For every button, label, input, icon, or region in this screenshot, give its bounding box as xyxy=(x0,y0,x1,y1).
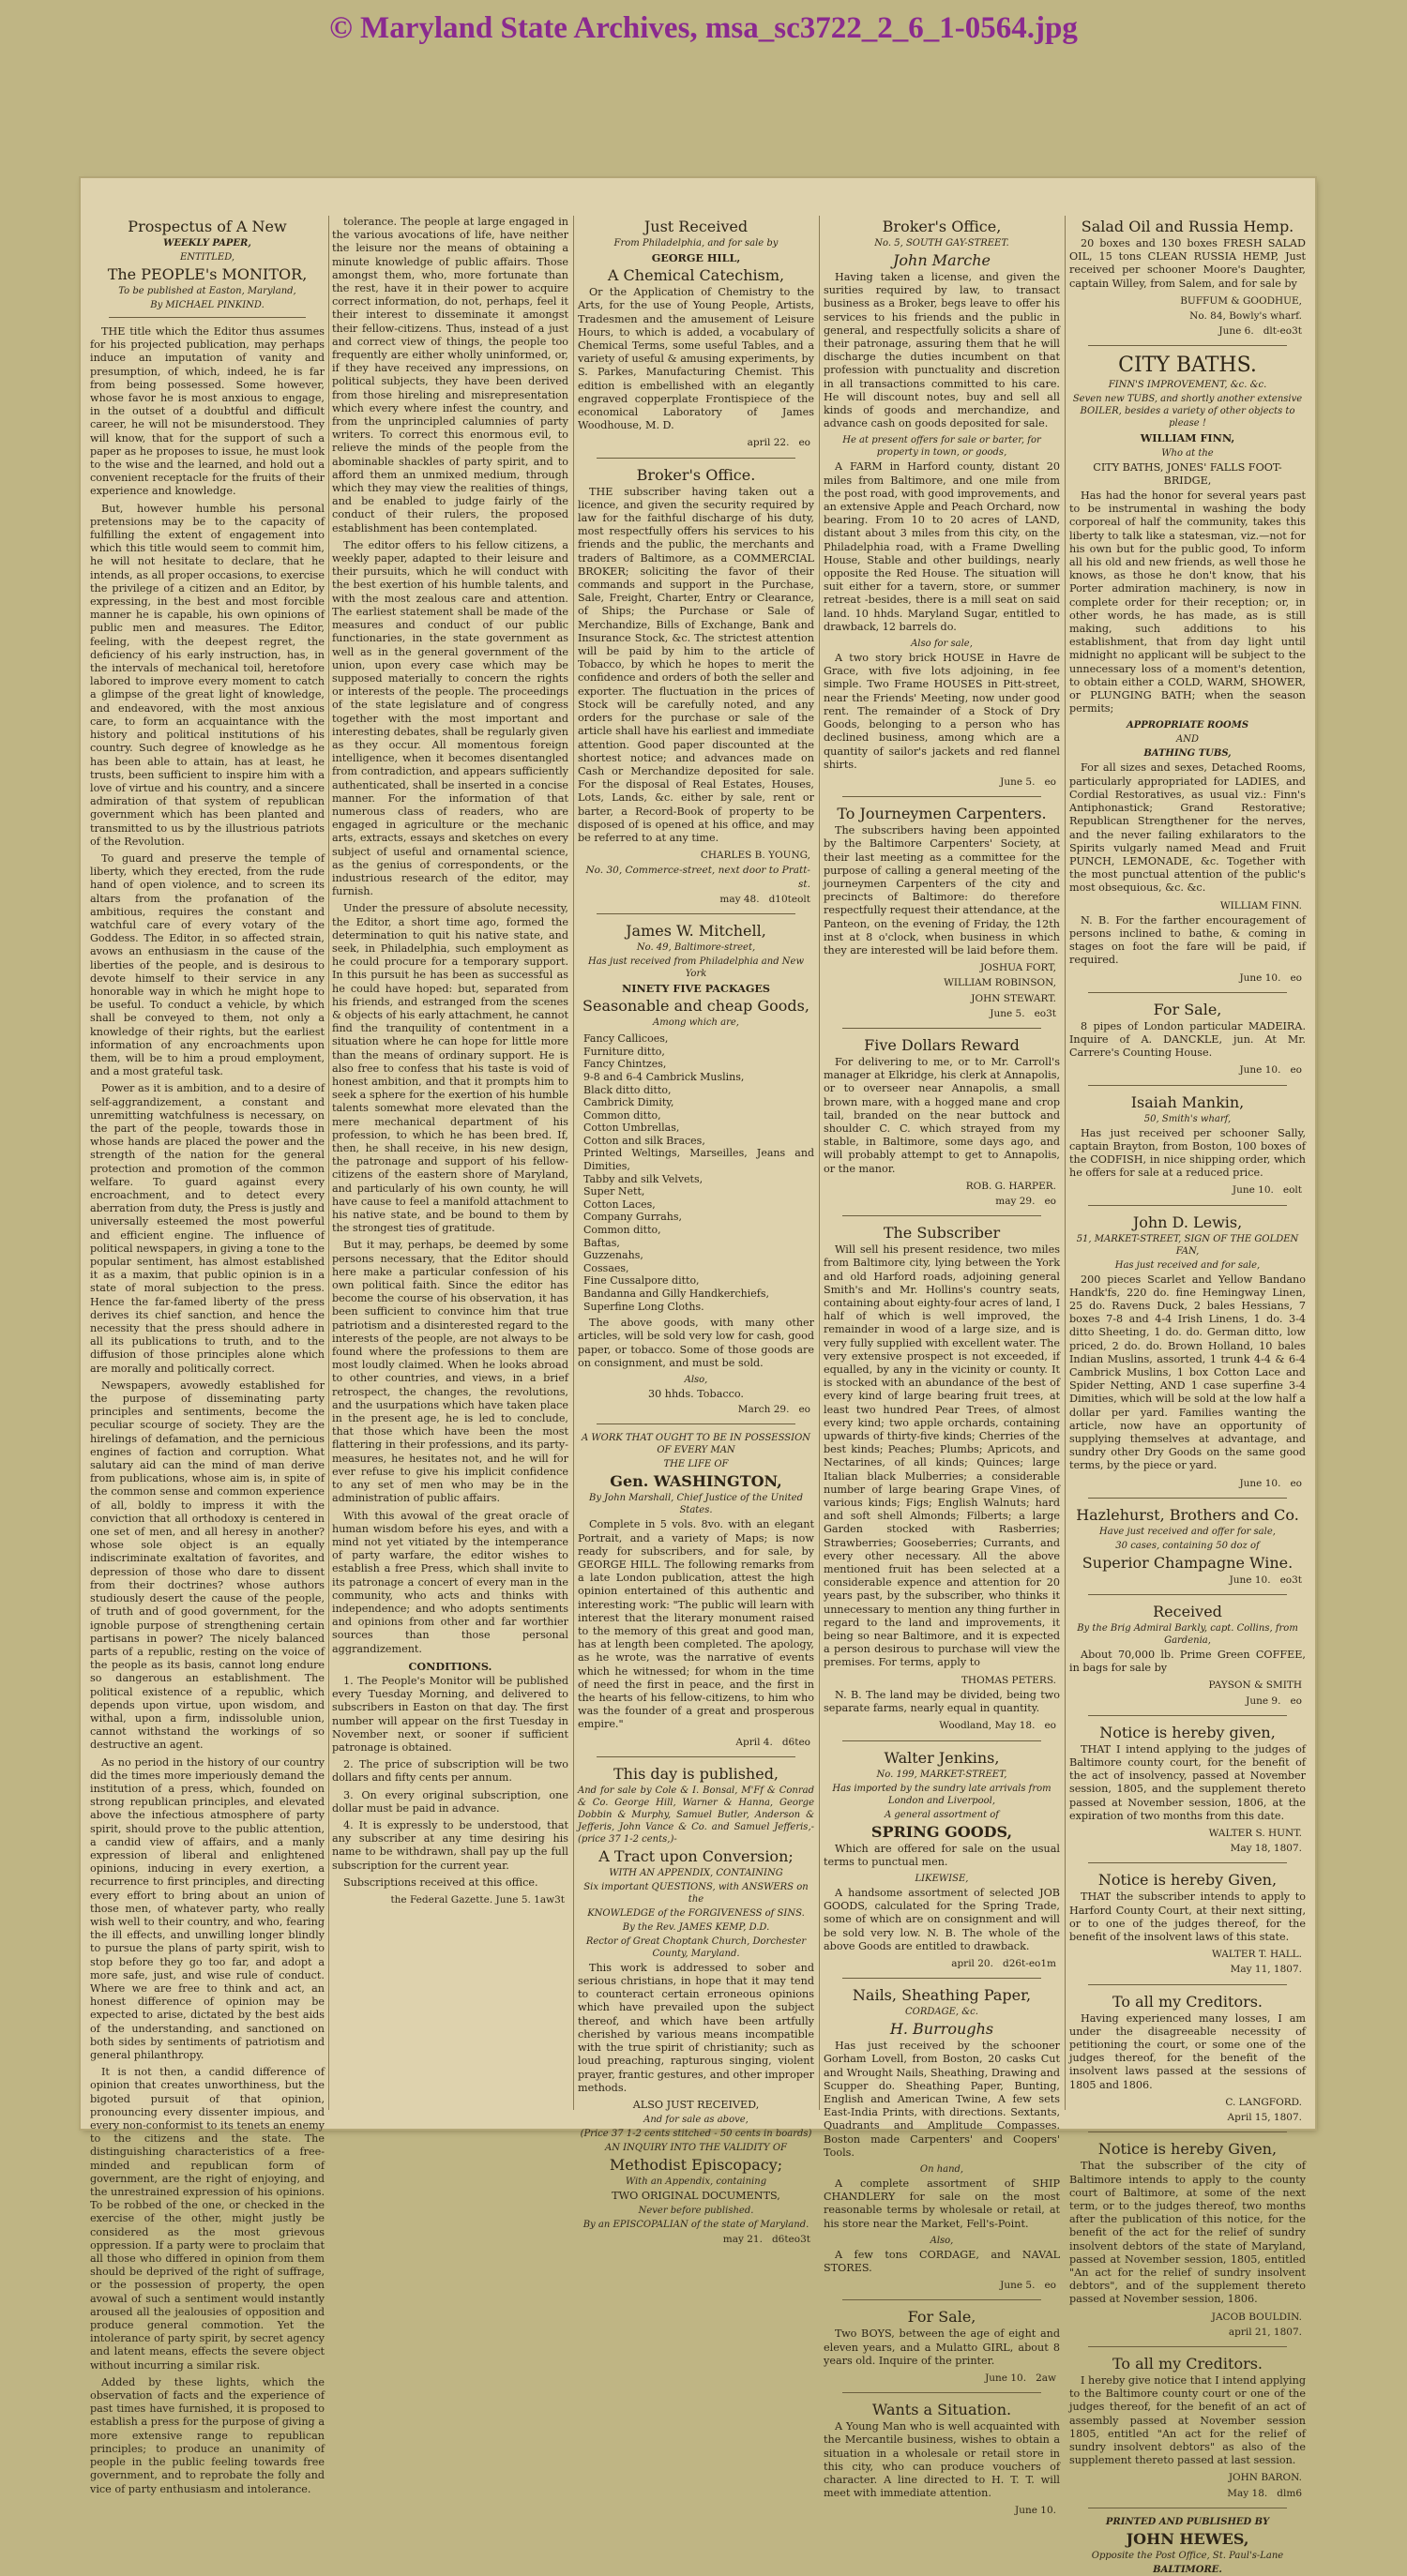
ad-chemical-catechism xyxy=(578,218,814,450)
ad-body: This work is addressed to sober and serious christians, in hope that it may tend to counteract certain erroneous opinions which have prevailed upon the subject thereof, and which have been artfully cherished by various means incompatible with the true spirit of christianity; such as loud preaching, rapturous singing, violent prayer, frantic gestures, and other improper methods. xyxy=(578,1961,814,2094)
ad-date: June 6. xyxy=(1218,325,1254,338)
ad-signature: JOHN STEWART. xyxy=(971,992,1056,1004)
ad-date: June 10. xyxy=(1015,2505,1056,2517)
list-item: Common ditto, xyxy=(583,1224,661,1237)
ad-date: June 10. xyxy=(1239,1477,1281,1489)
list-item: Tabby and silk Velvets, xyxy=(583,1172,704,1185)
ad-name: WILLIAM FINN, xyxy=(1140,431,1235,445)
ad-price: (Price 37 1-2 cents stitched - 50 cents in boards) xyxy=(580,2129,812,2140)
ad-date: June 9. xyxy=(1246,1695,1281,1707)
ad-body: 8 pipes of London particular MADEIRA. Inquire of A. DANCKLE, jun. At Mr. Carrere's Counting House. xyxy=(1069,1019,1306,1060)
condition-item: 4. It is expressly to be understood, that any subscriber at any time desiring his name to be withdrawn, shall pay up the full subscription for the current year. xyxy=(332,1818,568,1872)
ad-body: Has had the honor for several years past to be instrumental in washing the body corporeal of half the community, takes this liberty to talk like a statesman, viz.—not for his own but for the public good, To inform all his old and new friends, as well those he knows, as those he don't know, that his Porter admiration machinery, is now in complete order for their reception; or, in other words, he has made, as is still making, such additions to his establishment, that from day light until midnight no applicant will be subject to the unnecessary loss of a moment's detention, to obtain either a COLD, WARM, SHOWER, or PLUNGING BATH; when the season permits; xyxy=(1069,490,1306,716)
ad-subheading: FINN'S IMPROVEMENT, &c. &c. xyxy=(1108,380,1267,391)
ad-body: A two story brick HOUSE in Havre de Grace, with five lots adjoining, in fee simple. Two Frame HOUSES in Pitt-street, near the Friends' Meeting, now under good rent. The remainder of a Stock of Dry Goods, belonging to a person who has declined business, among which are a quantity of sailor's jackets and red flannel shirts. xyxy=(824,652,1060,771)
list-item: Printed Weltings, Marseilles, Jeans and Dimities, xyxy=(583,1147,814,1173)
ad-address: No. 199, MARKET-STREET, xyxy=(876,1769,1007,1780)
ad-signature: CHARLES B. YOUNG, xyxy=(700,850,810,862)
divider xyxy=(1088,1862,1287,1863)
ad-subheading: By the Brig Admiral Barkly, capt. Collins, from Gardenia, xyxy=(1077,1623,1298,1647)
ad-body: A Young Man who is well acquainted with the Mercantile business, wishes to obtain a situation in a wholesale or retail store in this city, who can produce vouchers of character. A line directed to H. T. T. will meet with immediate attention. xyxy=(824,2420,1060,2500)
ad-code: eo xyxy=(798,437,810,449)
ad-date: June 10. xyxy=(1232,1184,1274,1197)
ad-code: eo xyxy=(1290,1477,1302,1489)
ad-coffee-received xyxy=(1069,1603,1306,1708)
ad-date: March 29. xyxy=(737,1404,790,1416)
imprint-line: PRINTED AND PUBLISHED BY xyxy=(1105,2516,1270,2527)
divider xyxy=(1088,1205,1287,1206)
ad-subheading-2: 30 cases, containing 50 doz of xyxy=(1115,1540,1260,1551)
ad-heading: John D. Lewis, xyxy=(1132,1213,1243,1231)
ad-name: H. Burroughs xyxy=(889,2020,994,2039)
ad-signature: WALTER T. HALL. xyxy=(1211,1949,1302,1961)
ad-signature: WILLIAM FINN. xyxy=(1219,899,1302,911)
ad-code: eo xyxy=(1044,776,1056,788)
list-item: Cossaes, xyxy=(583,1261,629,1274)
ad-signature: THOMAS PETERS. xyxy=(961,1674,1056,1686)
ad-notice-hall xyxy=(1069,1871,1306,1976)
ad-general: A general assortment of xyxy=(884,1809,999,1820)
divider xyxy=(597,913,795,914)
ad-body: Which are offered for sale on the usual terms to punctual men. xyxy=(824,1842,1060,1868)
ad-the-subscriber xyxy=(824,1224,1060,1732)
prospectus-paragraph: Power as it is ambition, and to a desire of self-aggrandizement, a constant and unremitting watchfulness is necessary, on the part of the people, towards those in whose hands are placed the power and the strength of the nation for the general protection and promotion of the common welfare. To guard against every encroachment, and to detect every aberration from duty, the Press is justly and universally esteemed the most powerful and efficient engine. The influence of political newspapers, in giving a tone to the popular sentiment, has almost established it as a maxim, that public opinion is in a state of moral subjection to the press. Hence the far-famed liberty of the press derives its chief sanction, and hence the necessity that the press should adhere in all its publications to truth, and to the diffusion of those principles alone which are morally and politically correct. xyxy=(90,1082,325,1375)
ad-body: Has just received by the schooner Gorham Lovell, from Boston, 20 casks Cut and Wrought Nails, Sheathing, Drawing and Scupper do. Sheathing Paper, Bunting, English and American Twine, A few sets East-India Prints, with directions. Sextants, Quadrants and Amplitude Compasses. Boston made Carpenters' and Coopers' Tools. xyxy=(824,2040,1060,2159)
ad-appendix: WITH AN APPENDIX, CONTAINING xyxy=(609,1867,783,1878)
ad-five-dollars-reward xyxy=(824,1036,1060,1208)
ad-date: April 15, 1807. xyxy=(1227,2112,1302,2124)
ad-body: A few tons CORDAGE, and NAVAL STORES. xyxy=(824,2248,1060,2274)
prospectus-paragraph: It is not then, a candid difference of opinion that creates unworthiness, but the bigoted pursuit of that opinion, pronouncing every dissenter impious, and every non-conformist to its tenets an enemy to the citizens and the state. The distinguishing characteristics of a free-minded and republican form of government, are the right of enjoying, and the unrestrained expression of his opinions. To be robbed of the one, or checked in the exercise of the other, might justly be considered as the most grievous oppression. If a party were to proclaim that all those who differed in opinion from them should be deprived of the right of suffrage, or the possession of property, the open avowal of such a sentiment would instantly aroused all the jealousies of opposition and produce general commotion. Yet the intolerance of party spirit, by secret agency and latent means, effects the severe object without incurring a similar risk. xyxy=(90,2066,325,2372)
ad-city-baths xyxy=(1069,354,1306,984)
prospectus-paragraph: With this avowal of the great oracle of human wisdom before his eyes, and with a mind not yet vitiated by the intemperance of party warfare, the editor wishes to establish a free Press, which shall invite to its patronage a concert of every man in the community, who acts and thinks with independence; and who adopts sentiments and opinions from other and far worthier sources than those personal aggrandizement. xyxy=(332,1509,568,1655)
ad-address: 50, Smith's wharf, xyxy=(1143,1113,1232,1124)
divider xyxy=(842,1740,1041,1741)
prospectus-paragraph: Newspapers, avowedly established for the purpose of disseminating party principles and sentiments, become the peculiar scourge of society. They are the hirelings of defamation, and the pernicious engines of faction and corruption. What salutary aid can the mind of man derive from publications, whose aim is, in spite of the common sense and common experience of all, boldly to impress it with the conviction that all orthodoxy is centered in one set of men, and all heresy in another? whose sole object is an equally indiscriminate exaltation of favorites, and depression of those who dare to dissent from their doctrines? whose authors studiously desert the cause of the people, of truth and of good government, for the ignoble purpose of strengthening certain partisans in power? The nicely balanced parts of a republic, resting on the voice of the people as its basis, cannot long endure so dangerous an establishment. The political existence of a republic, which depends upon virtue, upon wisdom, and withal, upon a firm, indissoluble union, cannot withstand the workings of so destructive an agent. xyxy=(90,1378,325,1752)
ad-walter-jenkins xyxy=(824,1749,1060,1971)
prospectus-paragraph: The editor offers to his fellow citizens, a weekly paper, adapted to their leisure and their pursuits, which he will conduct with the best exertion of his humble talents, and with the most zealous care and attention. The earliest statement shall be made of the measures and conduct of our public functionaries, in the state government as well as in the general government of the union, upon every case which may be supposed materially to concern the rights or interests of the people. The proceedings of the state legislature and of congress together with the most important and interesting debates, shall be regularly given as they occur. All momentous foreign intelligence, when it becomes disentangled from contradiction, and appears sufficiently authenticated, shall be inserted in a concise manner. For the information of that numerous class of readers, who are engaged in agriculture or the mechanic arts, extracts, essays and sketches on every subject of useful and ornamental science, as the genius of correspondents, or the industrious research of the editor, may furnish. xyxy=(332,538,568,898)
column-4 xyxy=(824,216,1060,2517)
ad-heading: Salad Oil and Russia Hemp. xyxy=(1081,218,1294,235)
ad-title-2: Methodist Episcopacy; xyxy=(609,2156,783,2175)
ad-heading: Received xyxy=(1153,1603,1222,1621)
list-item: Cotton and silk Braces, xyxy=(583,1134,705,1147)
ad-date: april 21, 1807. xyxy=(1228,2326,1302,2338)
ad-heading: Just Received xyxy=(643,218,749,235)
ad-body: That the subscriber of the city of Baltimore intends to apply to the county court of Baltimore, at some of the next term, or to the judges thereof, two months after the publication of this notice, for the benefit of the act for the relief of sundry insolvent debtors of the state of Maryland, passed at November session, 1805, entitled "An act for the relief of sundry insolvent debtors", and of the supplement thereto passed at November session, 1806. xyxy=(1069,2160,1306,2306)
ad-salad-oil xyxy=(1069,218,1306,338)
divider xyxy=(842,2299,1041,2300)
ad-code: eo xyxy=(1044,1195,1056,1207)
ad-date: June 10. xyxy=(985,2372,1027,2384)
ad-body: Complete in 5 vols. 8vo. with an elegant Portrait, and a variety of Maps; is now ready for subscribers, and for sale, by GEORGE HILL. The following remarks from a late London publication, attest the high opinion entertained of this authentic and interesting work: "The public will learn with interest that the literary monument raised to the memory of this great and good man, has at length been completed. The apology, as he wrote, was the narrative of events which he witnessed; for whom in the time of need the first in peace, and the first in the hearts of his fellow-citizens, to him who was the founder of a great and prosperous empire." xyxy=(578,1518,814,1731)
ad-tubs: BATHING TUBS, xyxy=(1143,748,1232,760)
list-item: Super Nett, xyxy=(583,1185,645,1198)
newspaper-page xyxy=(81,178,1315,2575)
ad-mitchell-goods xyxy=(578,922,814,1416)
ad-burroughs-nails xyxy=(824,1986,1060,2292)
ad-body: A FARM in Harford county, distant 20 miles from Baltimore, and one mile from the post road, with good improvements, and an extensive Apple and Peach Orchard, now bearing. From 10 to 20 acres of LAND, distant about 3 miles from this city, on the Philadelphia road, with a Frame Dwelling House, Stable and other buildings, nearly opposite the Red House. The situation will suit either for a tavern, store, or summer retreat -besides, there is a mill seat on said land. 10 hhds. Maryland Sugar, entitled to drawback, 12 barrels do. xyxy=(824,460,1060,633)
ad-heading: To Journeymen Carpenters. xyxy=(837,805,1047,823)
list-item: Baftas, xyxy=(583,1236,620,1249)
prospectus-paragraph: tolerance. The people at large engaged in the various avocations of life, have neither the leisure nor the means of obtaining a minute knowledge of public affairs. Those amongst them, who, more fortunate than the rest, have it in their power to acquire correct information, do not, perhaps, feel it their interest to disseminate it amongst their fellow-citizens. Thus, instead of a just and correct view of things, the people too frequently are either wholly uninformed, or, if they have received any impressions, on political subjects, they have been derived from those hireling and misrepresentation which every where infest the country, and from the unprincipled calumnies of party writers. To correct this enormous evil, to relieve the minds of the people from the abominable shackles of party spirit, and to afford them an unmixed medium, through which they may view the realities of things, and be enabled to judge fairly of the conduct of their rulers, the proposed establishment has been contemplated. xyxy=(332,216,568,535)
ad-heading: Notice is hereby given, xyxy=(1099,1723,1276,1741)
divider xyxy=(842,1978,1041,1979)
ad-location: CITY BATHS, JONES' FALLS FOOT-BRIDGE, xyxy=(1093,460,1282,487)
ad-address: 51, MARKET-STREET, SIGN OF THE GOLDEN FAN, xyxy=(1076,1233,1299,1257)
ad-heading: Hazlehurst, Brothers and Co. xyxy=(1076,1505,1299,1524)
ad-date: June 5. xyxy=(990,1007,1025,1019)
ad-body: About 70,000 lb. Prime Green COFFEE, in bags for sale by xyxy=(1069,1649,1306,1675)
ad-title: Seasonable and cheap Goods, xyxy=(582,997,809,1016)
ad-code: eo xyxy=(1290,1695,1302,1707)
ad-code: 2aw xyxy=(1036,2372,1056,2384)
ad-madeira xyxy=(1069,1001,1306,1077)
ad-heading: Five Dollars Reward xyxy=(864,1035,1020,1054)
ad-heading: Nails, Sheathing Paper, xyxy=(852,1986,1032,2005)
ad-note: N. B. The land may be divided, being two separate farms, nearly equal in quantity. xyxy=(824,1688,1060,1715)
ad-for-sale-boys xyxy=(824,2308,1060,2385)
ad-knowledge: KNOWLEDGE of the FORGIVENESS of SINS. xyxy=(587,1907,805,1919)
list-item: Cotton Umbrellas, xyxy=(583,1122,680,1135)
ad-subheading: And for sale by Cole & I. Bonsal, M'Ff & Conrad & Co. George Hill, Warner & Hanna, George Dobbin & Murphy, Samuel Butler, Anderson & Jefferis, John Vance & Co. and Samuel Jefferis,- (price 37 1-2 cents,)- xyxy=(578,1785,814,1845)
ad-author-2: By an EPISCOPALIAN of the state of Maryland. xyxy=(582,2220,809,2231)
ad-date: April 4. xyxy=(735,1736,773,1748)
ad-signature: BUFFUM & GOODHUE, xyxy=(1180,294,1302,307)
condition-item: Subscriptions received at this office. xyxy=(343,1876,538,1889)
ad-signature: C. LANGFORD. xyxy=(1225,2096,1302,2108)
list-item: Common ditto, xyxy=(583,1108,661,1122)
condition-item: 1. The People's Monitor will be published every Tuesday Morning, and delivered to subscribers in Easton on that day. The first number will appear on the first Tuesday in November next, or sooner if sufficient patronage is obtained. xyxy=(332,1674,568,1754)
ad-body: The above goods, with many other articles, will be sold very low for cash, good paper, or tobacco. Some of those goods are on consignment, and must be sold. xyxy=(578,1317,814,1369)
ad-date: May 11, 1807. xyxy=(1230,1964,1302,1976)
ad-date: June 5. xyxy=(1000,2280,1036,2292)
ad-date: Woodland, May 18. xyxy=(939,1720,1036,1732)
ad-appendix-2: With an Appendix, containing xyxy=(625,2177,767,2188)
ad-code: d10teolt xyxy=(768,893,810,905)
ad-date: april 22. xyxy=(747,437,790,449)
ad-documents: TWO ORIGINAL DOCUMENTS, xyxy=(612,2190,780,2203)
prospectus-title: Prospectus of A New xyxy=(128,218,287,235)
ad-code: eo3t xyxy=(1034,1007,1056,1019)
prospectus-paragraph: As no period in the history of our country did the times more imperiously demand the institution of a press, which, founded on strong republican principles, and elevated above the infectious atmosphere of party spirit, should prove to the public attention, a candid view of affairs, and a manly expression of liberal and enlightened opinions, inducing in every exertion, a recurrence to first principles, and directing every effort to bring about an union of those men, of whatever party, who really wish well to their country, and who, fearing the ill effects, and unwilling longer blindly to pursue the plans of party spirit, wish to stop before they go too far, and adopt a more safe, just, and wise rule of conduct. Where we are free to think and act, an honest difference of opinion may be expected to arise, dictated by the best aids of the understanding, and sanctioned on both sides by sentiments of patriotism and general philanthropy. xyxy=(90,1755,325,2061)
list-item: Fine Cussalpore ditto, xyxy=(583,1274,700,1288)
ad-heading: James W. Mitchell, xyxy=(626,921,766,940)
divider xyxy=(1088,1085,1287,1086)
condition-item: 2. The price of subscription will be two dollars and fifty cents per annum. xyxy=(332,1758,568,1785)
ad-date: May 18. xyxy=(1227,2487,1268,2499)
ad-body: A handsome assortment of selected JOB GOODS, calculated for the Spring Trade, some of which are on consignment and will be sold very low. N. B. The whole of the above Goods are entitled to drawback. xyxy=(824,1886,1060,1952)
ad-title: A Tract upon Conversion; xyxy=(598,1846,794,1865)
ad-offer: He at present offers for sale or barter, for property in town, or goods, xyxy=(842,435,1041,459)
ad-title: SPRING GOODS, xyxy=(870,1822,1013,1841)
ad-author: By John Marshall, Chief Justice of the United States. xyxy=(589,1493,803,1516)
ad-also: Also, xyxy=(684,1375,708,1386)
column-rule xyxy=(819,216,820,2110)
condition-item: 3. On every original subscription, one dollar must be paid in advance. xyxy=(332,1788,568,1815)
column-2 xyxy=(332,216,568,2110)
ad-date: may 29. xyxy=(995,1195,1036,1207)
ad-on-hand: On hand, xyxy=(919,2163,964,2175)
ad-marche-broker xyxy=(824,218,1060,789)
ad-body: 20 boxes and 130 boxes FRESH SALAD OIL, 15 tons CLEAN RUSSIA HEMP, Just received per schooner Moore's Daughter, captain Willey, from Salem, and for sale by xyxy=(1069,237,1306,290)
imprint-publisher: JOHN HEWES, xyxy=(1126,2529,1249,2548)
ad-code: eo xyxy=(1044,1720,1056,1732)
ad-also-received: ALSO JUST RECEIVED, xyxy=(632,2098,760,2111)
ad-signature: JOSHUA FORT, xyxy=(979,962,1056,974)
column-5 xyxy=(1069,216,1306,2575)
list-item: Cotton Laces, xyxy=(583,1198,656,1211)
imprint-address: Opposite the Post Office, St. Paul's-Lane xyxy=(1091,2550,1284,2561)
list-item: Black ditto ditto, xyxy=(583,1083,672,1096)
ad-seller: GEORGE HILL, xyxy=(651,251,741,264)
ad-never: Never before published. xyxy=(638,2206,754,2217)
ad-date: april 20. xyxy=(951,1957,993,1969)
ad-heading: Notice is hereby Given, xyxy=(1097,1871,1278,1890)
ad-signature: WALTER S. HUNT. xyxy=(1208,1828,1302,1840)
ad-and: AND xyxy=(1176,734,1199,746)
ad-heading: To all my Creditors. xyxy=(1112,2354,1263,2373)
ad-subheading: Has just received and for sale, xyxy=(1114,1259,1261,1271)
ad-code: eo xyxy=(798,1404,810,1416)
ad-life-of-washington xyxy=(578,1432,814,1748)
ad-code: eo xyxy=(1044,2280,1056,2292)
ad-john-lewis xyxy=(1069,1213,1306,1490)
list-item: Fancy Chintzes, xyxy=(583,1058,667,1071)
ad-heading: The Subscriber xyxy=(883,1224,1001,1243)
ad-body: I hereby give notice that I intend applying to the Baltimore county court or one of the judges thereof, for the benefit of an act of assembly passed at November session 1805, entitled "An act for the relief of sundry insolvent debtors" as also of the supplement thereto passed at last session. xyxy=(1069,2373,1306,2467)
ad-journeymen-carpenters xyxy=(824,805,1060,1020)
ad-signature: JOHN BARON. xyxy=(1228,2472,1302,2484)
ad-heading: To all my Creditors. xyxy=(1112,1992,1263,2011)
divider xyxy=(1088,2346,1287,2347)
ad-heading: Isaiah Mankin, xyxy=(1130,1092,1245,1111)
ad-notice-bouldin xyxy=(1069,2140,1306,2339)
ad-the-life: THE LIFE OF xyxy=(663,1459,729,1470)
divider xyxy=(109,317,306,318)
ad-body: For delivering to me, or to Mr. Carroll's manager at Elkridge, his clerk at Annapolis, or to overseer near Annapolis, a small brown mare, with a hogged mane and crop tail, branded on the near buttock and shoulder C. C. which strayed from my stable, in Baltimore, some days ago, and will probably attempt to get to Annapolis, or the manor. xyxy=(824,1055,1060,1175)
list-item: Superfine Long Cloths. xyxy=(583,1300,704,1313)
ad-code: eo xyxy=(1290,1064,1302,1077)
ad-title: Superior Champagne Wine. xyxy=(1082,1553,1294,1572)
ad-body: Has just received per schooner Sally, captain Brayton, from Boston, 100 boxes of the CODFISH, in nice shipping order, which he offers for sale at a reduced price. xyxy=(1069,1126,1306,1180)
ad-date: June 10. xyxy=(1239,1064,1281,1077)
ad-code: d26t-eo1m xyxy=(1002,1957,1056,1969)
ad-notice-hunt xyxy=(1069,1724,1306,1856)
divider xyxy=(1088,1715,1287,1716)
column-3 xyxy=(578,216,814,2246)
ad-name: John Marche xyxy=(892,251,991,269)
ad-code: eo3t xyxy=(1279,1574,1302,1586)
ad-also: Also for sale, xyxy=(911,639,973,650)
ad-code: eolt xyxy=(1282,1184,1302,1197)
ad-subheading: CORDAGE, &c. xyxy=(905,2007,978,2018)
divider xyxy=(842,1028,1041,1029)
ad-address: No. 84, Bowly's wharf. xyxy=(1189,310,1302,323)
ad-creditors-langford xyxy=(1069,1993,1306,2125)
ad-subheading: Has imported by the sundry late arrivals from London and Liverpool, xyxy=(832,1783,1051,1806)
goods-list xyxy=(578,1032,814,1313)
column-1 xyxy=(90,216,325,2495)
ad-subheading: From Philadelphia, and for sale by xyxy=(613,238,779,249)
prospectus-paragraph: But, however humble his personal pretensions may be to the capacity of fulfilling the extent of engagement into which this title would seem to commit him, he will not hesitate to declare, that he intends, as all proper occasions, to exercise the privilege of a citizen and an Editor, by expressing, in the best and most forcible manner he is capable, his own opinions of public men and measures. The Editor, feeling, with the deepest regret, the deficiency of his early instruction, has, in the intervals of mechanical toil, heretofore labored to improve every moment to catch a glimpse of the great light of knowledge, and endeavored, with the most anxious care, to form an acquaintance with the history and political institutions of his country. Such degree of knowledge as he has been able to attain, has at least, he trusts, been sufficient to inspire him with a love of virtue and his country, and a sincere admiration of that system of republican government which has been planted and transmitted to us by the illustrious patriots of the Revolution. xyxy=(90,502,325,848)
ad-questions: Six important QUESTIONS, with ANSWERS on the xyxy=(583,1881,809,1905)
ad-body: Or the Application of Chemistry to the Arts, for the use of Young People, Artists, Tradesmen and the amusement of Leisure Hours, to which is added, a vocabulary of Chemical Terms, some useful Tables, and a variety of useful & amusing experiments, by S. Parkes, Manufacturing Chemist. This edition is embellished with an elegantly engraved copperplate Frontispiece of the economical Laboratory of James Woodhouse, M. D. xyxy=(578,286,814,432)
ad-date: June 10. xyxy=(1239,972,1281,984)
imprint-city: BALTIMORE. xyxy=(1153,2564,1222,2575)
ad-signature: ROB. G. HARPER. xyxy=(965,1180,1056,1192)
ad-body: Having experienced many losses, I am under the disagreeable necessity of petitioning the court, or some one of the judges thereof, for the benefit of the insolvent laws passed at the sessions of 1805 and 1806. xyxy=(1069,2011,1306,2091)
list-item: Company Gurrahs, xyxy=(583,1211,683,1224)
ad-sale: And for sale as above, xyxy=(643,2115,749,2126)
ad-heading: Broker's Office, xyxy=(882,218,1002,235)
list-item: 9-8 and 6-4 Cambrick Muslins, xyxy=(583,1070,745,1083)
ad-preface: A WORK THAT OUGHT TO BE IN POSSESSION OF EVERY MAN xyxy=(581,1433,811,1456)
ad-brokers-office xyxy=(578,466,814,906)
ad-heading: This day is published, xyxy=(613,1764,779,1783)
ad-note: N. B. For the farther encouragement of persons inclined to bathe, & coming in stages on foot the fare will be paid, if required. xyxy=(1069,913,1306,967)
ad-heading: Notice is hereby Given, xyxy=(1097,2140,1278,2159)
ad-body: THAT the subscriber intends to apply to Harford County Court, at their next sitting, or to one of the judges thereof, for the benefit of the insolvent laws of this state. xyxy=(1069,1891,1306,1944)
ad-author: By the Rev. JAMES KEMP, D.D. xyxy=(622,1921,770,1933)
divider xyxy=(842,1215,1041,1216)
ad-code: d6teo xyxy=(781,1736,810,1748)
ad-code: eo xyxy=(1290,972,1302,984)
prospectus-subtitle: To be published at Easton, Maryland, xyxy=(118,286,296,296)
ad-address: No. 30, Commerce-street, next door to Pratt-st. xyxy=(585,865,810,890)
divider xyxy=(1088,1498,1287,1499)
list-item: Cambrick Dimity, xyxy=(583,1096,674,1109)
archive-watermark: © Maryland State Archives, msa_sc3722_2_6_1-0564.jpg xyxy=(329,11,1078,45)
divider xyxy=(1088,345,1287,346)
ad-heading: For Sale, xyxy=(907,2308,976,2327)
ad-isaiah-mankin xyxy=(1069,1093,1306,1198)
prospectus-title-weekly: WEEKLY PAPER, xyxy=(163,238,251,249)
ad-date: may 48. xyxy=(719,893,760,905)
ad-creditors-baron xyxy=(1069,2355,1306,2500)
prospectus-paragraph: Added by these lights, which the observation of facts and the experience of past times have furnished, it is proposed to establish a press for the purpose of giving a more extensive range to republican principles; to produce an unanimity of people in the public feeling towards free government, and to reprobate the folly and vice of party enthusiasm and intolerance. xyxy=(90,2375,325,2495)
ad-date: June 10. xyxy=(1229,1574,1271,1586)
list-item: Bandanna and Gilly Handkerchiefs, xyxy=(583,1288,769,1301)
list-item: Guzzenahs, xyxy=(583,1249,643,1262)
ad-tobacco: 30 hhds. Tobacco. xyxy=(647,1388,744,1401)
ad-subheading-2: Seven new TUBS, and shortly another extensive BOILER, besides a variety of other objects to please ! xyxy=(1072,394,1303,429)
ad-champagne xyxy=(1069,1506,1306,1587)
ad-date: June 5. xyxy=(1000,776,1036,788)
ad-heading: CITY BATHS. xyxy=(1118,354,1257,378)
prospectus-entitled: ENTITLED, xyxy=(179,252,235,263)
ad-body: Having taken a license, and given the surities required by law, to transact business as a Broker, begs leave to offer his services to his friends and the public in general, and respectfully solicits a share of their patronage, assuring them that he will discharge the duties incumbent on that profession with punctuality and discretion in all transactions committed to his care. He will discount notes, buy and sell all kinds of goods and merchandize, and advance cash on goods deposited for sale. xyxy=(824,271,1060,430)
ad-packages: NINETY FIVE PACKAGES xyxy=(622,981,770,995)
ad-title: Gen. WASHINGTON, xyxy=(610,1472,782,1491)
ad-date: may 21. xyxy=(722,2234,763,2246)
ad-address: No. 5, SOUTH GAY-STREET. xyxy=(874,238,1009,249)
ad-body: Two BOYS, between the age of eight and eleven years, and a Mulatto GIRL, about 8 years old. Inquire of the printer. xyxy=(824,2327,1060,2367)
ad-code: d6teo3t xyxy=(771,2234,810,2246)
ad-signature: JACOB BOULDIN. xyxy=(1211,2311,1302,2323)
ad-heading: Wants a Situation. xyxy=(871,2401,1012,2419)
column-footer: the Federal Gazette. June 5. 1aw3t xyxy=(390,1893,565,1906)
prospectus-author: By MICHAEL PINKIND. xyxy=(150,300,265,310)
prospectus-paper-name: The PEOPLE's MONITOR, xyxy=(107,265,308,283)
ad-body: THE subscriber having taken out a licence, and given the security required by law for the faithful discharge of his duty, most respectfully offers his services to his friends and the public, the merchants and traders of Baltimore, as a COMMERCIAL BROKER; soliciting the favor of their commands and support in the Purchase, Sale, Freight, Charter, Entry or Clearance, of Ships; the Purchase or Sale of Merchandize, Bills of Exchange, Bank and Insurance Stock, &c. The strictest attention will be paid by him to the article of Tobacco, by which he hopes to merit the confidence and orders of both the seller and exporter. The fluctuation in the prices of Stock will be carefully noted, and any orders for the purchase or sale of the article shall have his earliest and immediate attention. Good paper discounted at the shortest notice; and advances made on Cash or Merchandize deposited for sale. For the disposal of Real Estates, Houses, Lots, Lands, &c. either by sale, rent or barter, a Record-Book of property to be disposed of is opened at his office, and may be referred to at any time. xyxy=(578,485,814,844)
ad-body: 200 pieces Scarlet and Yellow Bandano Handk'fs, 220 do. fine Hemingway Linen, 25 do. Ravens Duck, 2 bales Hessians, 7 boxes 7-8 and 4-4 Irish Linens, 1 do. 3-4 ditto Sheeting, 1 do. do. German ditto, low priced, 2 do. do. Brown Holland, 10 bales Indian Muslins, assorted, 1 trunk 4-4 & 6-4 Cambrick Muslins, 1 box Cotton Lace and Spider Netting, AND 1 case superfine 3-4 Dimities, which will be sold at the low half a dollar per yard. Families wanting the article, now have an opportunity of supplying themselves at advantage, and sundry other Dry Goods on the same good terms, by the piece or yard. xyxy=(1069,1273,1306,1472)
divider xyxy=(597,458,795,459)
prospectus-paragraph: But it may, perhaps, be deemed by some persons necessary, that the Editor should here make a particular confession of his own political faith. Since the editor has become the course of his observation, it has been sufficient to convince him that true patriotism and a disinterested regard to the interests of the people, are not always to be found where the professions to them are most loudly claimed. When he looks abroad to other countries, and views, in a brief retrospect, the changes, the revolutions, and the usurpations which have taken place in the present age, he is led to conclude, that those which have been the most flattering in their professions, and its party-measures, he hesitates not, and he will for ever refuse to give his implicit confidence to any set of men who may be in the administration of public affairs. xyxy=(332,1239,568,1505)
ad-title: A Chemical Catechism, xyxy=(607,266,785,285)
printer-imprint xyxy=(1069,2516,1306,2576)
ad-among: Among which are, xyxy=(652,1017,739,1029)
ad-signature: PAYSON & SMITH xyxy=(1208,1680,1302,1692)
ad-code: dlt-eo3t xyxy=(1263,325,1302,338)
ad-body: The subscribers having been appointed by the Baltimore Carpenters' Society, at their last meeting as a committee for the purpose of calling a general meeting of the journeymen Carpenters of the city and precincts of Baltimore: do therefore respectfully request their attendance, at the Panteon, on the evening of Friday, the 12th inst at 8 o'clock, when business in which they are interested will be laid before them. xyxy=(824,824,1060,957)
ad-rector: Rector of Great Choptank Church, Dorchester County, Maryland. xyxy=(585,1936,807,1959)
ad-heading: Walter Jenkins, xyxy=(884,1748,1000,1767)
ad-wants-situation xyxy=(824,2401,1060,2517)
ad-body: For all sizes and sexes, Detached Rooms, particularly appropriated for LADIES, and Cordial Restoratives, as usual viz.: Finn's Antiphonastick; Grand Restorative; Republican Strengthener for the nerves, and the never failing exhilarators to the Spirits vulgarly named Mead and Fruit PUNCH, LEMONADE, &c. Together with the most punctual attention of the public's most obsequious, &c. &c. xyxy=(1069,761,1306,895)
column-rule xyxy=(328,216,329,2110)
divider xyxy=(1088,1984,1287,1985)
divider xyxy=(597,1756,795,1757)
divider xyxy=(842,796,1041,797)
column-rule xyxy=(573,216,574,2110)
ad-address: No. 49, Baltimore-street, xyxy=(636,942,756,953)
ad-also: Also, xyxy=(930,2235,954,2246)
ad-heading: For Sale, xyxy=(1153,1000,1222,1018)
list-item: Fancy Callicoes, xyxy=(583,1032,669,1046)
divider xyxy=(842,2392,1041,2393)
ad-subheading: Has just received from Philadelphia and New York xyxy=(587,956,805,979)
column-rule xyxy=(1065,216,1066,2110)
ad-body: A complete assortment of SHIP CHANDLERY for sale on the most reasonable terms by wholesale or retail, at his store near the Market, Fell's-Point. xyxy=(824,2177,1060,2230)
ad-date: May 18, 1807. xyxy=(1230,1843,1302,1855)
ad-rooms: APPROPRIATE ROOMS xyxy=(1126,720,1249,731)
prospectus-paragraph: THE title which the Editor thus assumes for his projected publication, may perhaps induce an imputation of vanity and presumption, of which, indeed, he is far from being possessed. Some however, whose favor he is most anxious to engage, in the outset of a doubtful and difficult career, he will not be misunderstood. They will know, that for the support of such a paper as he proposes to issue, he must look to the wise and the learned, and hold out a convenient receptacle for the fruits of their experience and knowledge. xyxy=(90,325,325,498)
ad-who: Who at the xyxy=(1161,447,1214,459)
ad-code: dlm6 xyxy=(1277,2487,1302,2499)
divider xyxy=(1088,1594,1287,1595)
prospectus-paragraph: Under the pressure of absolute necessity, the Editor, a short time ago, formed the determination to quit his native state, and seek, in Philadelphia, such employment as he could procure for a temporary support. In this pursuit he has been as successful as he could have hoped: but, separated from his friends, and estranged from the scenes & objects of his early attachment, he cannot find the tranquility of contentment in a situation where he can hope for little more than the means of ordinary support. He is also free to confess that his taste is void of honest ambition, and that it prompts him to seek a sphere for the exertion of his humble talents somewhat more elevated than the mere mechanical department of his profession, to which he has been bred. If, then, he shall receive, in his new design, the patronage and support of his fellow-citizens of the eastern shore of Maryland, and particularly of his own county, he will have cause to feel a manifold attachment to his native state, and be bound to them by the strongest ties of gratitude. xyxy=(332,902,568,1235)
prospectus-paragraph: To guard and preserve the temple of liberty, which they erected, from the rude hand of open violence, and to screen its altars from the profanation of the ambitious, requires the constant and watchful care of every votary of the Goddess. The Editor, in so affected strain, avows an enthusiasm in the cause of the liberties of the people, and is desirous to devote himself to their service in any honorable way in which he might hope to be useful. To conduct a vehicle, by which shall be conveyed to them, not only a knowledge of their rights, but the earliest information of any encroachments upon them, will be to him a proud employment, and a most grateful task. xyxy=(90,851,325,1078)
ad-tract-upon-conversion xyxy=(578,1765,814,2247)
ad-heading: Broker's Office. xyxy=(636,465,756,484)
ad-signature: WILLIAM ROBINSON, xyxy=(944,977,1056,989)
ad-body: Will sell his present residence, two miles from Baltimore city, lying between the York and old Harford roads, adjoining general Smith's and Mr. Hollins's country seats, containing about eighty-four acres of land, I half of which is well improved, the remainder in wood of a large size, and is very fully supplied with excellent water. The very extensive prospect is not exceeded, if equalled, by any in the vicinity or county. It is stocked with an abundance of the best of every kind of large bearing fruit trees, at least two hundred Pear Trees, of almost every kind; two apple orchards, containing upwards of thirty-five kinds; Cherries of the best kinds; Peaches; Plumbs; Apricots, and Nectarines, of all kinds; Quinces; large Italian black Mulberries; a considerable number of large bearing Grape Vines, of various kinds; Figs; English Walnuts; hard and soft shell Almonds; Filberts; a large Garden stocked with Rasberries; Strawberries; Gooseberries; Currants, and every other necessary. All the above mentioned fruit has been selected at a considerable expence and attention for 20 years past, by the subscriber, who thinks it unnecessary to mention any thing further in regard to the land and improvements, it being so near Baltimore, and it is expected a person desirous to purchase will view the premises. For terms, apply to xyxy=(824,1243,1060,1669)
divider xyxy=(1088,992,1287,993)
conditions-heading: CONDITIONS. xyxy=(408,1659,492,1673)
ad-likewise: LIKEWISE, xyxy=(915,1873,969,1884)
ad-inquiry: AN INQUIRY INTO THE VALIDITY OF xyxy=(605,2143,787,2154)
list-item: Furniture ditto, xyxy=(583,1045,665,1058)
ad-body: THAT I intend applying to the judges of Baltimore county court, for the benefit of the act of insolvency, passed at November session, 1805, and the supplement thereto passed at November session, 1806, at the expiration of two months from this date. xyxy=(1069,1742,1306,1822)
ad-subheading: Have just received and offer for sale, xyxy=(1099,1526,1276,1537)
